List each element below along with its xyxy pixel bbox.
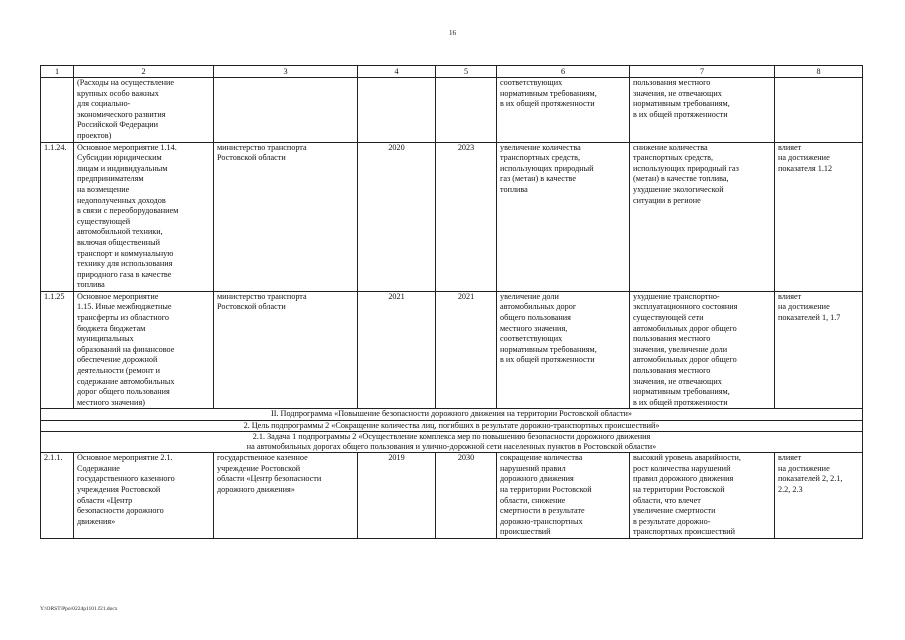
start-year: 2019 bbox=[358, 453, 436, 539]
table-row bbox=[41, 142, 863, 291]
non-implementation-consequence: ухудшение транспортно- эксплуатационного состояния существующей сети автомобильных дорог общего пользования местного значения, увеличение доли автомобильных дорог общего пользования местного значения, не отвечающих нормативным требованиям, в их общей протяженности bbox=[630, 291, 775, 409]
expected-result: соответствующих нормативным требованиям, в их общей протяженности bbox=[497, 78, 630, 143]
table-row bbox=[41, 78, 863, 143]
table-row bbox=[41, 453, 863, 539]
header-cell: 2 bbox=[74, 66, 214, 78]
expected-result: увеличение доли автомобильных дорог общего пользования местного значения, соответствующих нормативным требованиям, в их общей протяженности bbox=[497, 291, 630, 409]
section-row bbox=[41, 409, 863, 420]
start-year bbox=[358, 78, 436, 143]
section-row bbox=[41, 431, 863, 452]
executor: министерство транспорта Ростовской области bbox=[214, 142, 358, 291]
end-year: 2030 bbox=[436, 453, 497, 539]
non-implementation-consequence: пользования местного значения, не отвечающих нормативным требованиям, в их общей протяженности bbox=[630, 78, 775, 143]
header-row bbox=[41, 66, 863, 78]
end-year: 2023 bbox=[436, 142, 497, 291]
row-number: 1.1.24. bbox=[41, 142, 74, 291]
header-cell: 5 bbox=[436, 66, 497, 78]
file-path-footer: Y:\ORST\Ppo\0224p1101.f21.docx bbox=[40, 606, 118, 612]
end-year: 2021 bbox=[436, 291, 497, 409]
non-implementation-consequence: высокий уровень аварийности, рост количества нарушений правил дорожного движения на территории Ростовской области, что влечет увеличение смертности в результате дорожно- транспортных происшествий bbox=[630, 453, 775, 539]
page-number: 16 bbox=[449, 29, 456, 37]
measure-name: Основное мероприятие 2.1. Содержание государственного казенного учреждения Ростовской области «Центр безопасности дорожного движения» bbox=[74, 453, 214, 539]
indicator-link: влияет на достижение показателей 2, 2.1, 2.2, 2.3 bbox=[775, 453, 863, 539]
header-cell: 3 bbox=[214, 66, 358, 78]
non-implementation-consequence: снижение количества транспортных средств, использующих природный газ (метан) в качестве топлива, ухудшение экологической ситуации в регионе bbox=[630, 142, 775, 291]
measure-name: Основное мероприятие 1.15. Иные межбюджетные трансферты из областного бюджета бюджетам муниципальных образований на финансовое обеспечение дорожной деятельности (ремонт и содержание автомобильных дорог общего пользования местного значения) bbox=[74, 291, 214, 409]
measure-name: Основное мероприятие 1.14. Субсидии юридическим лицам и индивидуальным предпринимателям на возмещение недополученных доходов в связи с переоборудованием существующей автомобильной техники, включая общественный транспорт и коммунальную технику для использования природного газа в качестве топлива bbox=[74, 142, 214, 291]
subprogram-goal: 2. Цель подпрограммы 2 «Сокращение количества лиц, погибших в результате дорожно-транспортных происшествий» bbox=[41, 420, 863, 431]
executor: государственное казенное учреждение Ростовской области «Центр безопасности дорожного движения» bbox=[214, 453, 358, 539]
indicator-link: влияет на достижение показателя 1.12 bbox=[775, 142, 863, 291]
indicator-link bbox=[775, 78, 863, 143]
expected-result: увеличение количества транспортных средств, использующих природный газ (метан) в качестве топлива bbox=[497, 142, 630, 291]
start-year: 2020 bbox=[358, 142, 436, 291]
expected-result: сокращение количества нарушений правил дорожного движения на территории Ростовской области, снижение смертности в результате дорожно-транспортных происшествий bbox=[497, 453, 630, 539]
executor bbox=[214, 78, 358, 143]
start-year: 2021 bbox=[358, 291, 436, 409]
header-cell: 1 bbox=[41, 66, 74, 78]
row-number: 2.1.1. bbox=[41, 453, 74, 539]
subprogram-task: 2.1. Задача 1 подпрограммы 2 «Осуществление комплекса мер по повышению безопасности дорожного движения на автомобильных дорогах общего пользования и улично-дорожной сети населенных пунктов в Ростовской области» bbox=[41, 431, 863, 452]
header-cell: 6 bbox=[497, 66, 630, 78]
header-cell: 7 bbox=[630, 66, 775, 78]
header-cell: 4 bbox=[358, 66, 436, 78]
measure-name: (Расходы на осуществление крупных особо важных для социально- экономического развития Российской Федерации проектов) bbox=[74, 78, 214, 143]
table-row bbox=[41, 291, 863, 409]
row-number: 1.1.25 bbox=[41, 291, 74, 409]
executor: министерство транспорта Ростовской области bbox=[214, 291, 358, 409]
section-row bbox=[41, 420, 863, 431]
end-year bbox=[436, 78, 497, 143]
row-number bbox=[41, 78, 74, 143]
indicator-link: влияет на достижение показателей 1, 1.7 bbox=[775, 291, 863, 409]
subprogram-title: II. Подпрограмма «Повышение безопасности дорожного движения на территории Ростовской области» bbox=[41, 409, 863, 420]
measures-table bbox=[40, 65, 863, 539]
header-cell: 8 bbox=[775, 66, 863, 78]
